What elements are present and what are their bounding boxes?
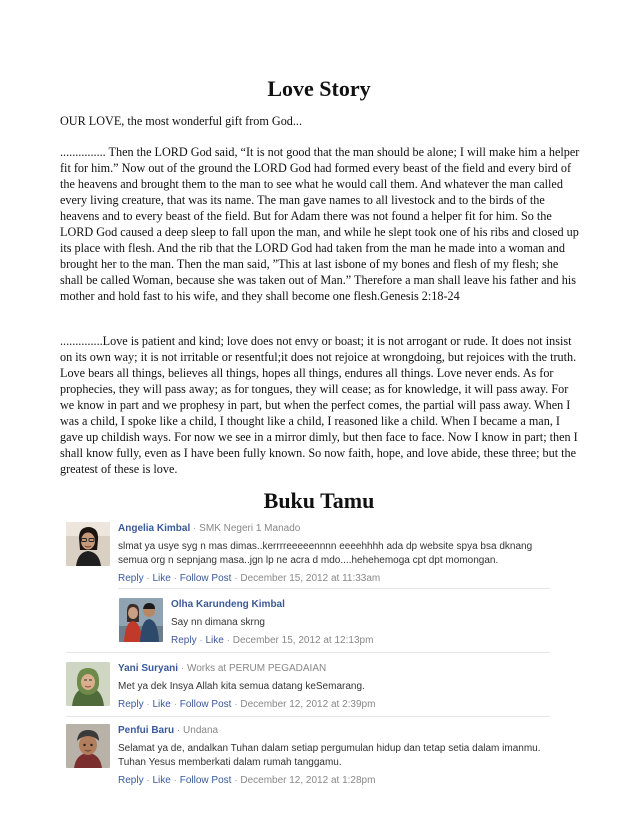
- comment-text: Selamat ya de, andalkan Tuhan dalam setiap pergumulan hidup dan tetap setia dalam imanmu. Tuhan Yesus memberkati dalam rumah tanggamu.: [118, 743, 541, 768]
- commenter-name[interactable]: Olha Karundeng Kimbal: [171, 599, 285, 610]
- comment-timestamp[interactable]: December 15, 2012 at 11:33am: [240, 573, 381, 584]
- comment-timestamp[interactable]: December 12, 2012 at 2:39pm: [240, 699, 376, 710]
- like-link[interactable]: Like: [152, 573, 171, 584]
- reply-link[interactable]: Reply: [118, 573, 144, 584]
- comment-text: Say nn dimana skrng: [171, 617, 265, 628]
- commenter-affiliation: Undana: [183, 725, 219, 736]
- comment-text: slmat ya usye syg n mas dimas..kerrrreeeeennnn eeeehhhh ada dp website spya bsa dknang semua org n sepnjang masa..jgn lp ne acra d mdo....hehehemoga cpt dpt momongan.: [118, 541, 533, 566]
- comment-actions: Reply · Like · Follow Post · December 15, 2012 at 11:33am: [118, 573, 381, 584]
- follow-post-link[interactable]: Follow Post: [179, 699, 232, 710]
- paragraph-intro: OUR LOVE, the most wonderful gift from God...: [60, 114, 303, 128]
- comment-text: Met ya dek Insya Allah kita semua datang keSemarang.: [118, 681, 365, 692]
- follow-post-link[interactable]: Follow Post: [179, 573, 232, 584]
- commenter-affiliation: Works at PERUM PEGADAIAN: [186, 663, 327, 674]
- avatar-woman-hijab-icon[interactable]: [66, 662, 110, 706]
- reply-link[interactable]: Reply: [118, 699, 144, 710]
- divider: [66, 652, 550, 653]
- commenter-affiliation: SMK Negeri 1 Manado: [199, 523, 301, 534]
- like-link[interactable]: Like: [152, 775, 171, 786]
- document-page: Love Story OUR LOVE, the most wonderful gift from God... ............... Then the LORD God said, “It is not good that the man should be alone; I will make him a helper fit for him.” Now out of the ground the LORD God had formed every beast of the field and every bird of the heavens and brought them to the man to see what he would call them. And whatever the man called every living creature, that was its name. The man gave names to all livestock and to the birds of the heavens and to every beast of the field. But for Adam there was not found a helper fit for him. So the LORD God caused a deep sleep to fall upon the man, and while he slept took one of his ribs and closed up its place with flesh. And the rib that the LORD God had taken from the man he made into a woman and brought her to the man. Then the man said, ”This at last isbone of my bones and flesh of my flesh; she shall be called Woman, because she was taken out of Man.” Therefore a man shall leave his father and his mother and hold fast to his wife, and they shall become one flesh.Genesis 2:18-24 ..............Love is patient and kind; love does not envy or boast; it is not arrogant or rude. It does not insist on its own way; it is not irritable or resentful;it does not rejoice at wrongdoing, but rejoices with the truth. Love bears all things, believes all things, hopes all things, endures all things. Love never ends. As for prophecies, they will pass away; as for tongues, they will cease; as for knowledge, it will pass away. For we know in part and we prophesy in part, but when the perfect comes, the partial will pass away. When I was a child, I spoke like a child, I thought like a child, I reasoned like a child. When I became a man, I gave up childish ways. For now we see in a mirror dimly, but then face to face. Now I know in part; then I shall know fully, even as I have been fully known. So now faith, hope, and love abide, these three; but the greatest of these is love. Buku Tamu Angelia Kimbal · SMK Negeri 1 Manado slmat ya usye syg n mas dimas..kerrrreeeeennnn eeeehhhh ada dp website spya bsa dknang semua org n sepnjang masa..jgn lp ne acra d mdo....hehehemoga cpt dpt momongan. Reply · Like · Follow Post · December 15, 2012 at 11:33am Olha Karundeng Kimbal Say nn dimana skrng Reply · Like · December 15, 2012 at 12:13pm Yani Suryani · Works at PERUM PEGADAIAN Met ya dek Insya Allah kita semua datang keSemarang. Reply · Like · Follow Post · December 12, 2012 at 2:39pm Penfui Baru · Undana Selamat ya de, andalkan Tuhan dalam setiap pergumulan hidup dan tetap setia dalam imanmu. Tuhan Yesus memberkati dalam rumah tanggamu. Reply · Like · Follow Post · December 12, 2012 at 1:28pm: [0, 0, 638, 826]
- like-link[interactable]: Like: [205, 635, 224, 646]
- like-link[interactable]: Like: [152, 699, 171, 710]
- reply-link[interactable]: Reply: [171, 635, 197, 646]
- comment-actions: Reply · Like · Follow Post · December 12, 2012 at 1:28pm: [118, 775, 376, 786]
- page-title: Love Story: [267, 76, 371, 101]
- comment-timestamp[interactable]: December 12, 2012 at 1:28pm: [240, 775, 376, 786]
- avatar-child-icon[interactable]: [66, 724, 110, 768]
- reply-link[interactable]: Reply: [118, 775, 144, 786]
- comment-timestamp[interactable]: December 15, 2012 at 12:13pm: [232, 635, 374, 646]
- divider: [66, 716, 550, 717]
- comment-actions: Reply · Like · December 15, 2012 at 12:13pm: [171, 635, 374, 646]
- commenter-name[interactable]: Penfui Baru: [118, 725, 175, 736]
- guestbook-title: Buku Tamu: [263, 488, 375, 513]
- separator: ·: [193, 523, 197, 534]
- divider: [118, 588, 550, 589]
- comment-actions: Reply · Like · Follow Post · December 12, 2012 at 2:39pm: [118, 699, 376, 710]
- commenter-name[interactable]: Yani Suryani: [118, 663, 179, 674]
- avatar-woman-glasses-icon[interactable]: [66, 522, 110, 566]
- commenter-name[interactable]: Angelia Kimbal: [118, 523, 191, 534]
- paragraph-genesis: ............... Then the LORD God said, “It is not good that the man should be alone; I will make him a helper fit for him.” Now out of the ground the LORD God had formed every beast of the field and every bird of the heavens and brought them to the man to see what he would call them. And whatever the man called every living creature, that was its name. The man gave names to all livestock and to the birds of the heavens and to every beast of the field. But for Adam there was not found a helper fit for him. So the LORD God caused a deep sleep to fall upon the man, and while he slept took one of his ribs and closed up its place with flesh. And the rib that the LORD God had taken from the man he made into a woman and brought her to the man. Then the man said, ”This at last isbone of my bones and flesh of my flesh; she shall be called Woman, because she was taken out of Man.” Therefore a man shall leave his father and his mother and hold fast to his wife, and they shall become one flesh.Genesis 2:18-24: [60, 145, 580, 303]
- avatar-couple-icon[interactable]: [119, 598, 163, 642]
- paragraph-corinthians: ..............Love is patient and kind; love does not envy or boast; it is not arrogant or rude. It does not insist on its own way; it is not irritable or resentful;it does not rejoice at wrongdoing, but rejoices with the truth. Love bears all things, believes all things, hopes all things, endures all things. Love never ends. As for prophecies, they will pass away; as for tongues, they will cease; as for knowledge, it will pass away. For we know in part and we prophesy in part, but when the perfect comes, the partial will pass away. When I was a child, I spoke like a child, I thought like a child, I reasoned like a child. When I became a man, I gave up childish ways. For now we see in a mirror dimly, but then face to face. Now I know in part; then I shall know fully, even as I have been fully known. So now faith, hope, and love abide, these three; but the greatest of these is love.: [60, 334, 578, 476]
- follow-post-link[interactable]: Follow Post: [179, 775, 232, 786]
